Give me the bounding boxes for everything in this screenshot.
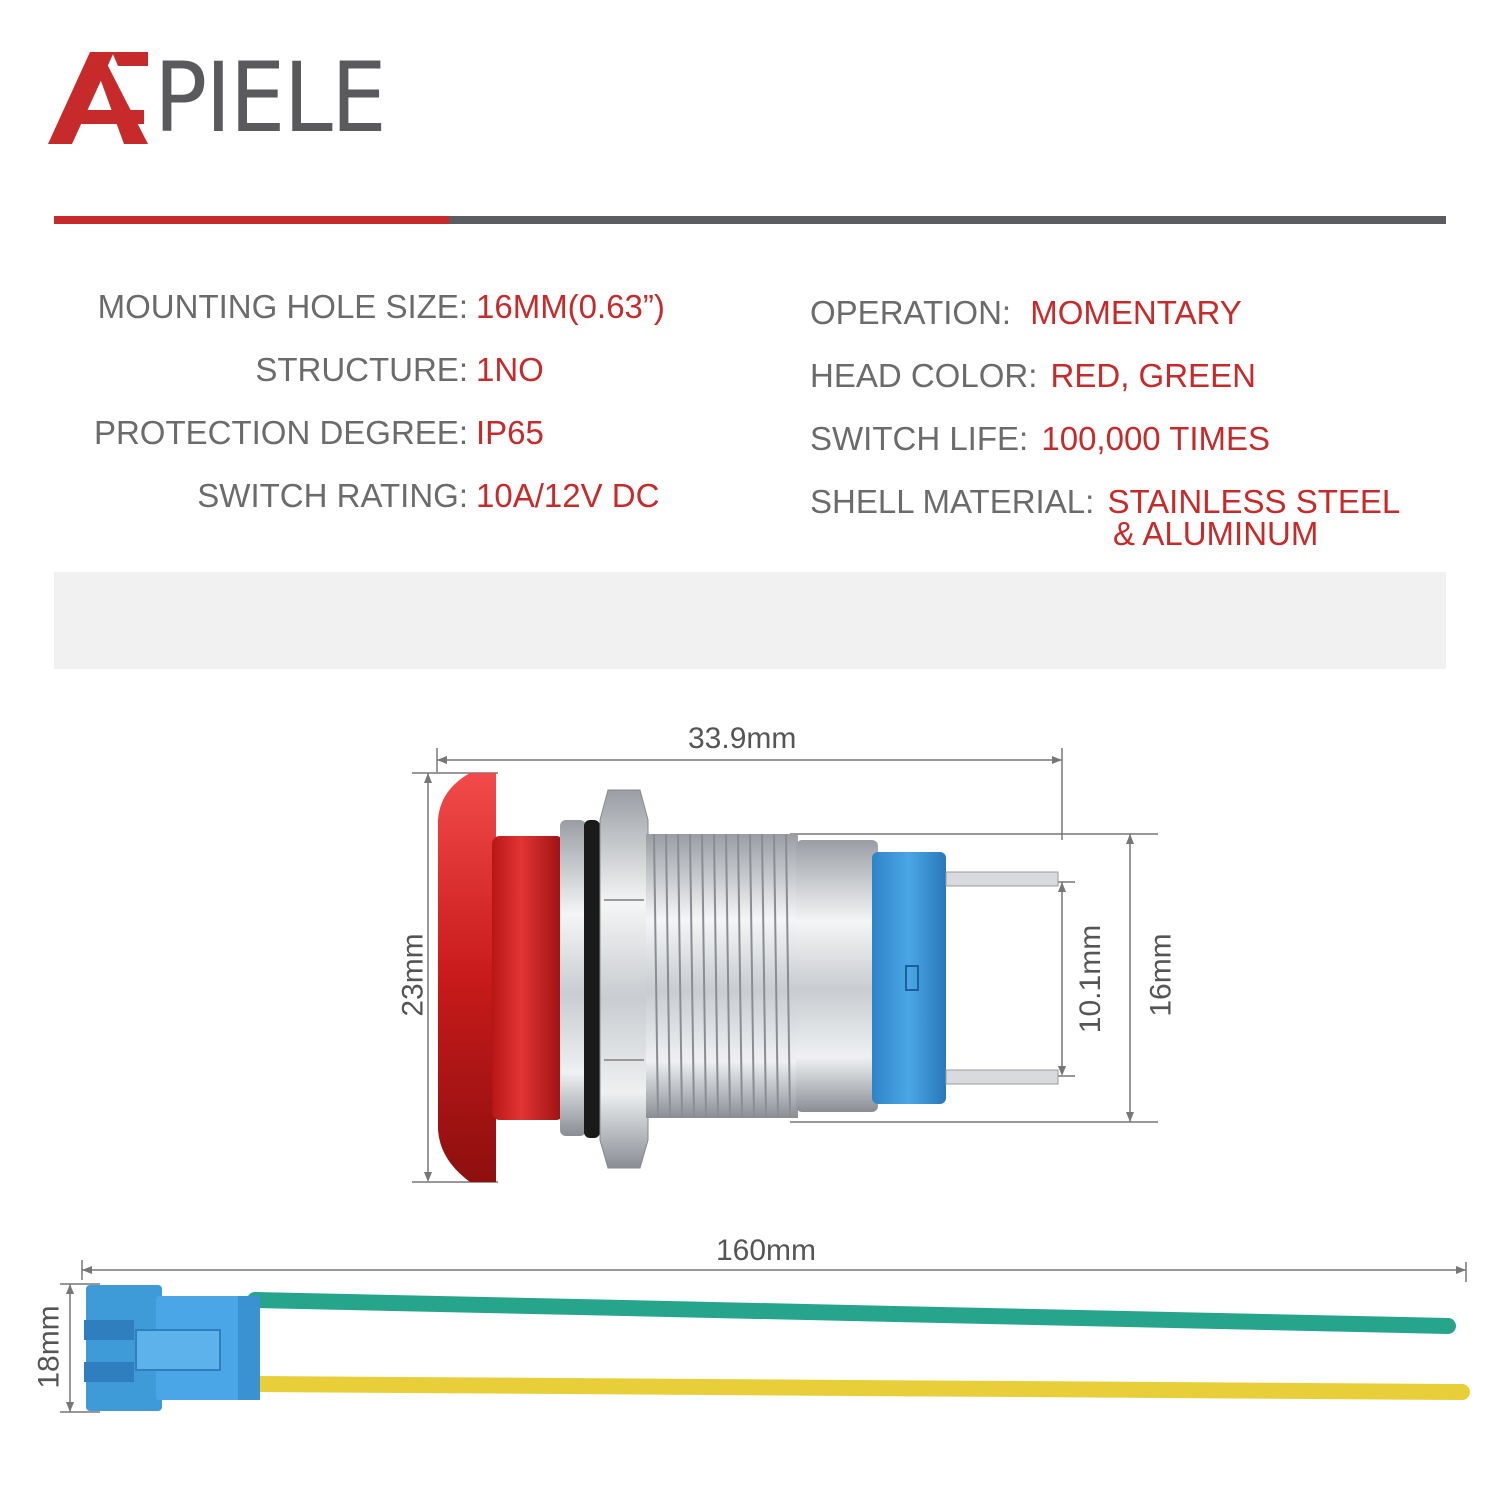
- o-ring: [584, 820, 600, 1138]
- button-body: [492, 836, 564, 1120]
- spec-label: SWITCH LIFE:: [810, 420, 1029, 457]
- dim-head-diameter: 23mm: [396, 933, 430, 1017]
- switch-base: [872, 852, 946, 1104]
- connector: [84, 1285, 260, 1411]
- spec-value: IP65: [476, 414, 544, 451]
- spec-value: 1NO: [476, 351, 544, 388]
- rear-collar: [796, 840, 878, 1112]
- spec-label: PROTECTION DEGREE:: [93, 414, 468, 451]
- spec-value: 10A/12V DC: [476, 477, 660, 514]
- wire-green: [255, 1300, 1448, 1326]
- spec-value: MOMENTARY: [1030, 294, 1242, 331]
- spec-label: HEAD COLOR:: [810, 357, 1038, 394]
- dim-body-diameter: 16mm: [1144, 933, 1178, 1017]
- spec-label: STRUCTURE:: [255, 351, 468, 388]
- spec-value: 16MM(0.63”): [476, 288, 665, 325]
- terminal-bottom: [946, 1070, 1058, 1084]
- bezel: [560, 820, 586, 1136]
- spec-label: SHELL MATERIAL:: [810, 483, 1095, 520]
- spec-value: 100,000 TIMES: [1041, 420, 1271, 457]
- wire-yellow: [255, 1384, 1462, 1392]
- dim-pin-spacing: 10.1mm: [1074, 924, 1108, 1034]
- spec-label: MOUNTING HOLE SIZE:: [97, 288, 468, 325]
- dim-connector-height: 18mm: [32, 1305, 66, 1389]
- spec-value: RED, GREEN: [1050, 357, 1256, 394]
- brand-name: PIELE: [154, 42, 385, 154]
- hex-nut: [600, 790, 648, 1168]
- button-head: [438, 773, 496, 1182]
- spec-label: SWITCH RATING:: [197, 477, 468, 514]
- terminal-top: [946, 872, 1058, 886]
- dim-length: 33.9mm: [688, 722, 797, 755]
- spec-value: & ALUMINUM: [1113, 515, 1319, 552]
- spec-value: STAINLESS STEEL: [1107, 483, 1401, 520]
- dim-wire-length: 160mm: [716, 1234, 817, 1267]
- spec-label: OPERATION:: [810, 294, 1012, 331]
